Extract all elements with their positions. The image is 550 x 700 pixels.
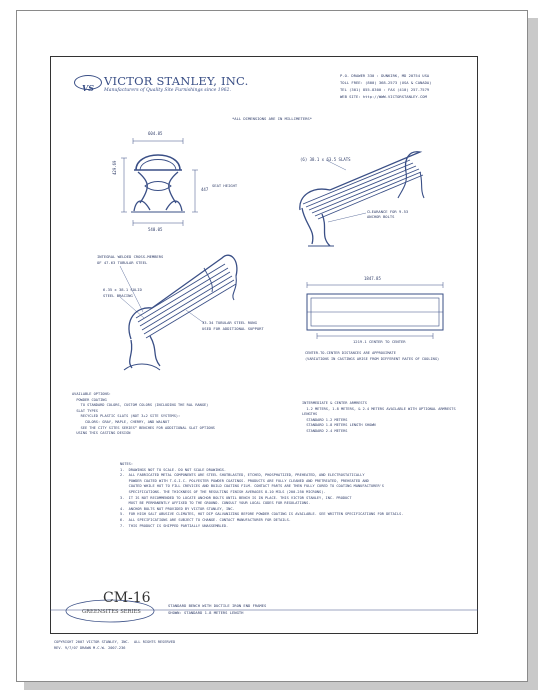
series-name: GREENSITES SERIES (82, 609, 141, 615)
revision-line: REV. 9/7/07 DRAWN M.C.W. 2007-236 (54, 646, 126, 650)
option-line: LENGTHS (302, 412, 318, 417)
logo-text: VS (82, 83, 94, 93)
contact-line: P.O. DRAWER 330 : DUNKIRK, MD 20754 USA (340, 73, 430, 78)
company-name: VICTOR STANLEY, INC. (104, 74, 249, 88)
note-line: 3. IT IS NOT RECOMMENDED TO LOCATE ANCHOR BOLTS UNTIL BENCH IS IN PLACE. THIS VICTOR STANLEY, INC. PRODUCT (120, 495, 352, 500)
option-line: COLORS: GRAY, MAPLE, CHERRY, AND WALNUT (72, 419, 170, 424)
available-options (72, 392, 215, 437)
contact-line: WEB SITE: http://WWW.VICTORSTANLEY.COM (340, 94, 427, 99)
dim-end-bottom: 540.05 (148, 227, 163, 232)
option-line: SLAT TYPES (72, 408, 98, 413)
note-line: NOTES: (120, 462, 133, 466)
product-shown: SHOWN: STANDARD 1.8 METERS LENGTH (168, 610, 244, 615)
dim-end-height: 429.69 (112, 160, 117, 175)
dim-seat-height: 447 (201, 187, 209, 192)
company-tagline: Manufacturers of Quality Site Furnishings since 1962. (104, 88, 231, 93)
units-note: *ALL DIMENSIONS ARE IN MILLIMETERS* (232, 116, 313, 121)
model-number: CM-16 (103, 590, 151, 606)
contact-line: TOLL FREE: (800) 368-2573 (USA & CANADA) (340, 80, 432, 85)
bench-perspective-right (300, 152, 424, 246)
note-line: COATED WHILE HOT TO FILL CREVICES AND BUILD COATING FILM. CONTACT PARTS ARE THEN FULLY CURED TO COATING MANUFACTURER'S (120, 484, 384, 489)
option-line: SEE THE CITY SITES SERIES™ BENCHES FOR ADDITIONAL SLAT OPTIONS (72, 425, 215, 430)
dim-cross-members: INTEGRAL WELDED CROSS-MEMBERS OF 47.63 TUBULAR STEEL (97, 254, 164, 265)
note-line: 5. FOR HIGH SALT ABUSIVE CLIMATES, HOT DIP GALVANIZING BEFORE POWDER COATING IS AVAILABLE. SEE WRITTEN SPECIFICATIONS FOR DETAILS. (120, 512, 404, 517)
copyright-line: COPYRIGHT 2007 VICTOR STANLEY, INC. ALL RIGHTS RESERVED (54, 640, 176, 644)
contact-line: TEL (301) 855-8300 : FAX (410) 257-7579 (340, 87, 430, 92)
dim-center-note: CENTER-TO-CENTER DISTANCES ARE APPROXIMATE (VARIATIONS IN CASTINGS ARISE FROM DIFFERENT RATES OF COOLING) (305, 351, 440, 361)
note-line: MUST BE PERMANENTLY AFFIXED TO THE GROUND. CONSULT YOUR LOCAL CODES FOR REGULATIONS. (120, 501, 311, 506)
bench-perspective-left (120, 255, 237, 370)
note-line: SPECIFICATIONS. THE THICKNESS OF THE RESULTING FINISH AVERAGES 8-10 MILS (200-250 MICRONS). (120, 489, 326, 494)
note-line: POWDER COATED WITH T.G.I.C. POLYESTER POWDER COATINGS. PRODUCTS ARE FULLY CLEANED AND PRETREATED, PREHEATED AND (120, 478, 369, 483)
note-line: 7. THIS PRODUCT IS SHIPPED PARTIALLY UNASSEMBLED. (120, 523, 229, 528)
option-line: USING THIS CASTING DESIGN (72, 431, 131, 436)
option-line: STANDARD 1.2 METERS (302, 417, 348, 422)
note-line: 4. ANCHOR BOLTS NOT PROVIDED BY VICTOR STANLEY, INC. (120, 506, 235, 511)
option-line: POWDER COATING (72, 397, 107, 402)
option-line: TO STANDARD COLORS, CUSTOM COLORS (INCLUDING THE RAL RANGE) (72, 403, 209, 408)
option-line: STANDARD 2.4 METERS (302, 428, 348, 433)
note-line: 6. ALL SPECIFICATIONS ARE SUBJECT TO CHANGE. CONTACT MANUFACTURER FOR DETAILS. (120, 517, 291, 522)
dim-seat-height-label: SEAT HEIGHT (212, 183, 238, 188)
note-line: 1. DRAWINGS NOT TO SCALE. DO NOT SCALE DRAWINGS. (120, 467, 227, 472)
note-line: 2. ALL FABRICATED METAL COMPONENTS ARE STEEL SHOTBLASTED, ETCHED, PHOSPHATIZED, PREHEATED, AND ELECTROSTATICALLY (120, 473, 365, 478)
product-description: STANDARD BENCH WITH DUCTILE IRON END FRAMES (168, 603, 267, 608)
plan-view-drawing (307, 282, 443, 339)
dim-bracing: 6.35 x 38.1 SOLID STEEL BRACING (103, 287, 142, 298)
option-line: AVAILABLE OPTIONS: (72, 392, 111, 396)
notes-block (120, 462, 403, 529)
dim-overall-length: 1847.85 (364, 276, 381, 281)
dim-slats: (6) 38.1 x 63.5 SLATS (300, 157, 351, 162)
dim-clearance: CLEARANCE FOR 9.53 ANCHOR BOLTS (367, 209, 409, 219)
dim-tubular-rung: 33.34 TUBULAR STEEL RUNG USED FOR ADDITIONAL SUPPORT (202, 320, 264, 331)
option-line: INTERMEDIATE & CENTER ARMRESTS (302, 401, 367, 405)
end-view-drawing (121, 138, 198, 226)
dim-end-top: 604.85 (148, 131, 163, 136)
option-line: RECYCLED PLASTIC SLATS (NOT 3+2 SITE SYSTEMS): (72, 414, 181, 419)
option-line: 1.2 METERS, 1.8 METERS, & 2.4 METERS AVAILABLE WITH OPTIONAL ARMRESTS (302, 406, 456, 411)
armrests-lengths (302, 401, 456, 435)
dim-center-to-center: 1219.1 CENTER TO CENTER (353, 339, 406, 344)
option-line: STANDARD 1.8 METERS LENGTH SHOWN (302, 423, 376, 428)
